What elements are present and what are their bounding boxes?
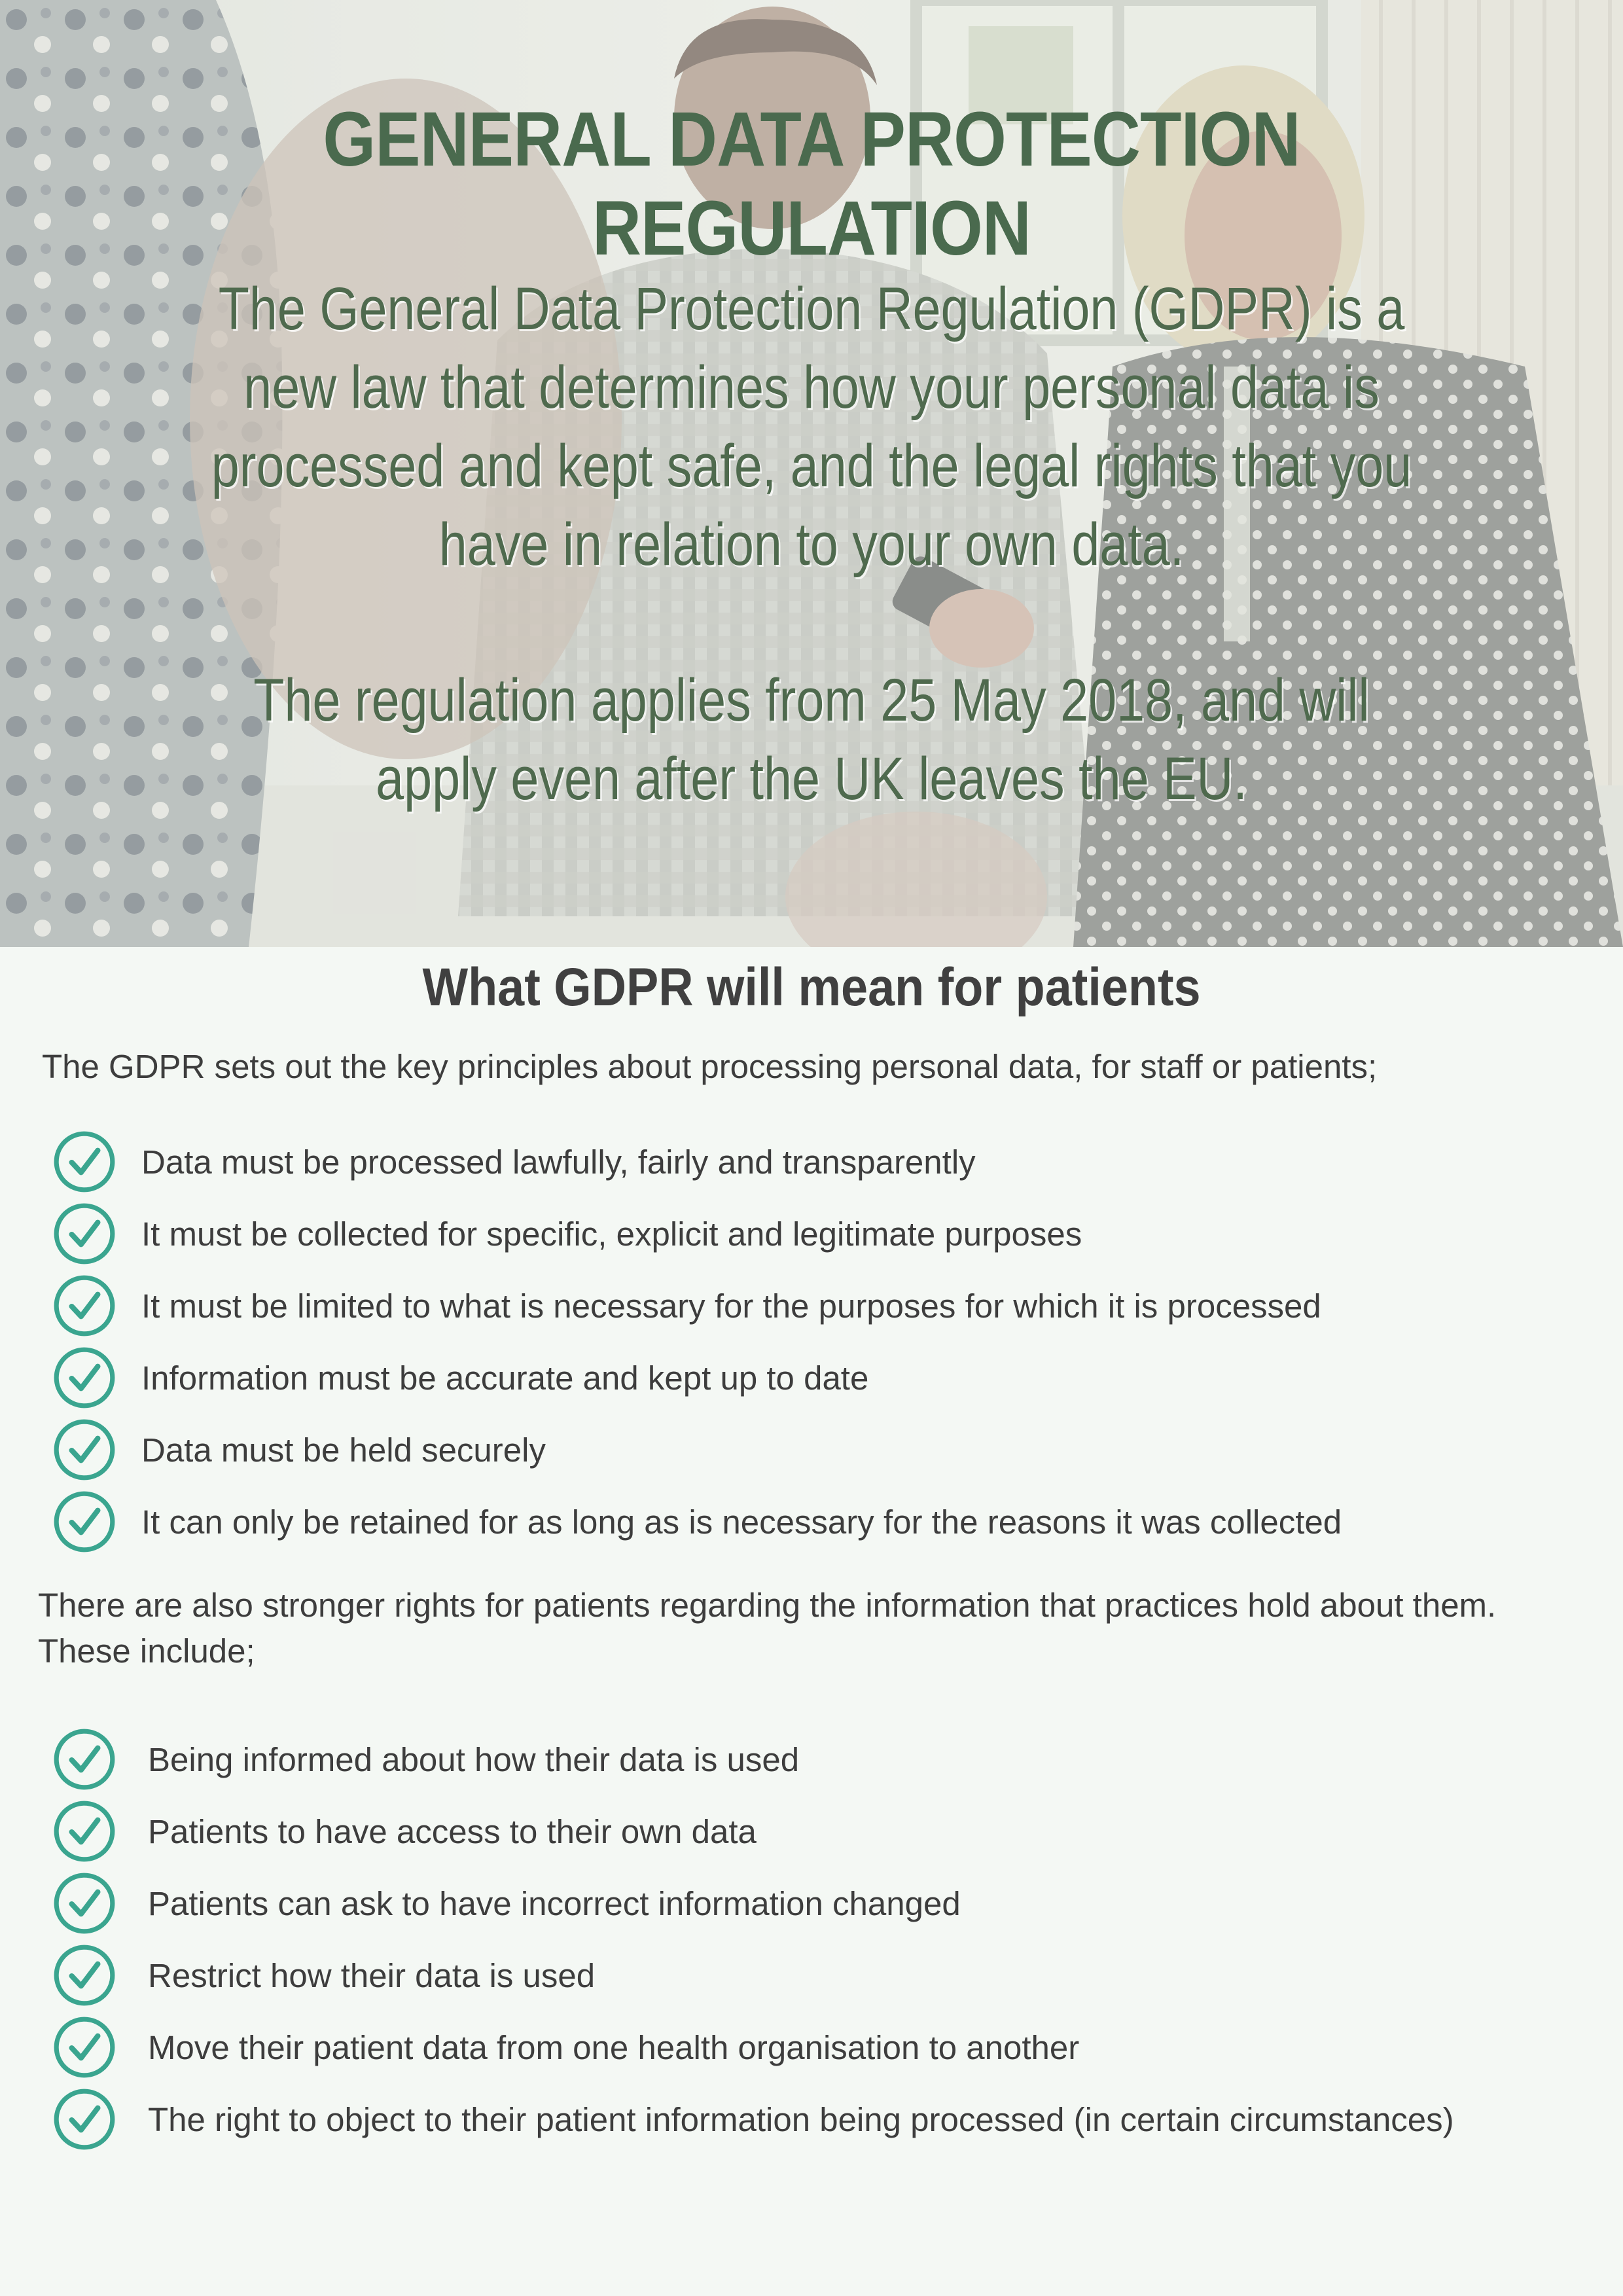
check-circle-icon <box>51 2014 118 2081</box>
list-item-text: It can only be retained for as long as is necessary for the reasons it was collected <box>141 1503 1342 1541</box>
list-item-text: It must be limited to what is necessary for the purposes for which it is processed <box>141 1287 1321 1325</box>
list-item <box>51 1723 1582 1795</box>
list-item-text: Information must be accurate and kept up to date <box>141 1359 869 1397</box>
list-item <box>51 1414 1582 1486</box>
list-item <box>51 1198 1582 1270</box>
list-item-text: Move their patient data from one health organisation to another <box>148 2028 1080 2066</box>
rights-intro: There are also stronger rights for patients regarding the information that practices hold about them. These include; <box>38 1587 1497 1670</box>
check-circle-icon <box>51 1272 118 1339</box>
check-circle-icon <box>51 1726 118 1793</box>
list-item <box>51 1270 1582 1342</box>
hero-banner <box>0 0 1623 947</box>
principles-list <box>51 1126 1582 1558</box>
list-item-text: The right to object to their patient information being processed (in certain circumstances) <box>148 2100 1454 2138</box>
list-item-text: It must be collected for specific, explicit and legitimate purposes <box>141 1215 1082 1253</box>
check-circle-icon <box>51 2086 118 2153</box>
list-item <box>51 2011 1582 2083</box>
list-item-text: Data must be held securely <box>141 1431 546 1469</box>
section-title: What GDPR will mean for patients <box>422 958 1201 1017</box>
hero-intro-paragraph: The General Data Protection Regulation (GDPR) is a new law that determines how your personal data is processed and kept safe, and the legal rights that you have in relation to your own data. <box>211 276 1412 578</box>
page-title: GENERAL DATA PROTECTION REGULATION <box>323 96 1300 272</box>
check-circle-icon <box>51 1942 118 2009</box>
check-circle-icon <box>51 1128 118 1195</box>
list-item-text: Patients to have access to their own data <box>148 1812 757 1850</box>
list-item-text: Data must be processed lawfully, fairly and transparently <box>141 1143 976 1181</box>
list-item <box>51 2083 1582 2155</box>
list-item-text: Being informed about how their data is used <box>148 1740 800 1778</box>
check-circle-icon <box>51 1344 118 1411</box>
list-item <box>51 1939 1582 2011</box>
check-circle-icon <box>51 1416 118 1483</box>
list-item <box>51 1342 1582 1414</box>
principles-intro: The GDPR sets out the key principles about processing personal data, for staff or patients; <box>42 1048 1378 1085</box>
list-item <box>51 1867 1582 1939</box>
check-circle-icon <box>51 1798 118 1865</box>
list-item-text: Patients can ask to have incorrect information changed <box>148 1884 961 1922</box>
list-item <box>51 1795 1582 1867</box>
rights-list <box>51 1723 1582 2155</box>
list-item <box>51 1486 1582 1558</box>
check-circle-icon <box>51 1200 118 1267</box>
check-circle-icon <box>51 1870 118 1937</box>
hero-date-paragraph: The regulation applies from 25 May 2018, and will apply even after the UK leaves the EU. <box>253 667 1370 812</box>
list-item-text: Restrict how their data is used <box>148 1956 596 1994</box>
check-circle-icon <box>51 1488 118 1555</box>
list-item <box>51 1126 1582 1198</box>
